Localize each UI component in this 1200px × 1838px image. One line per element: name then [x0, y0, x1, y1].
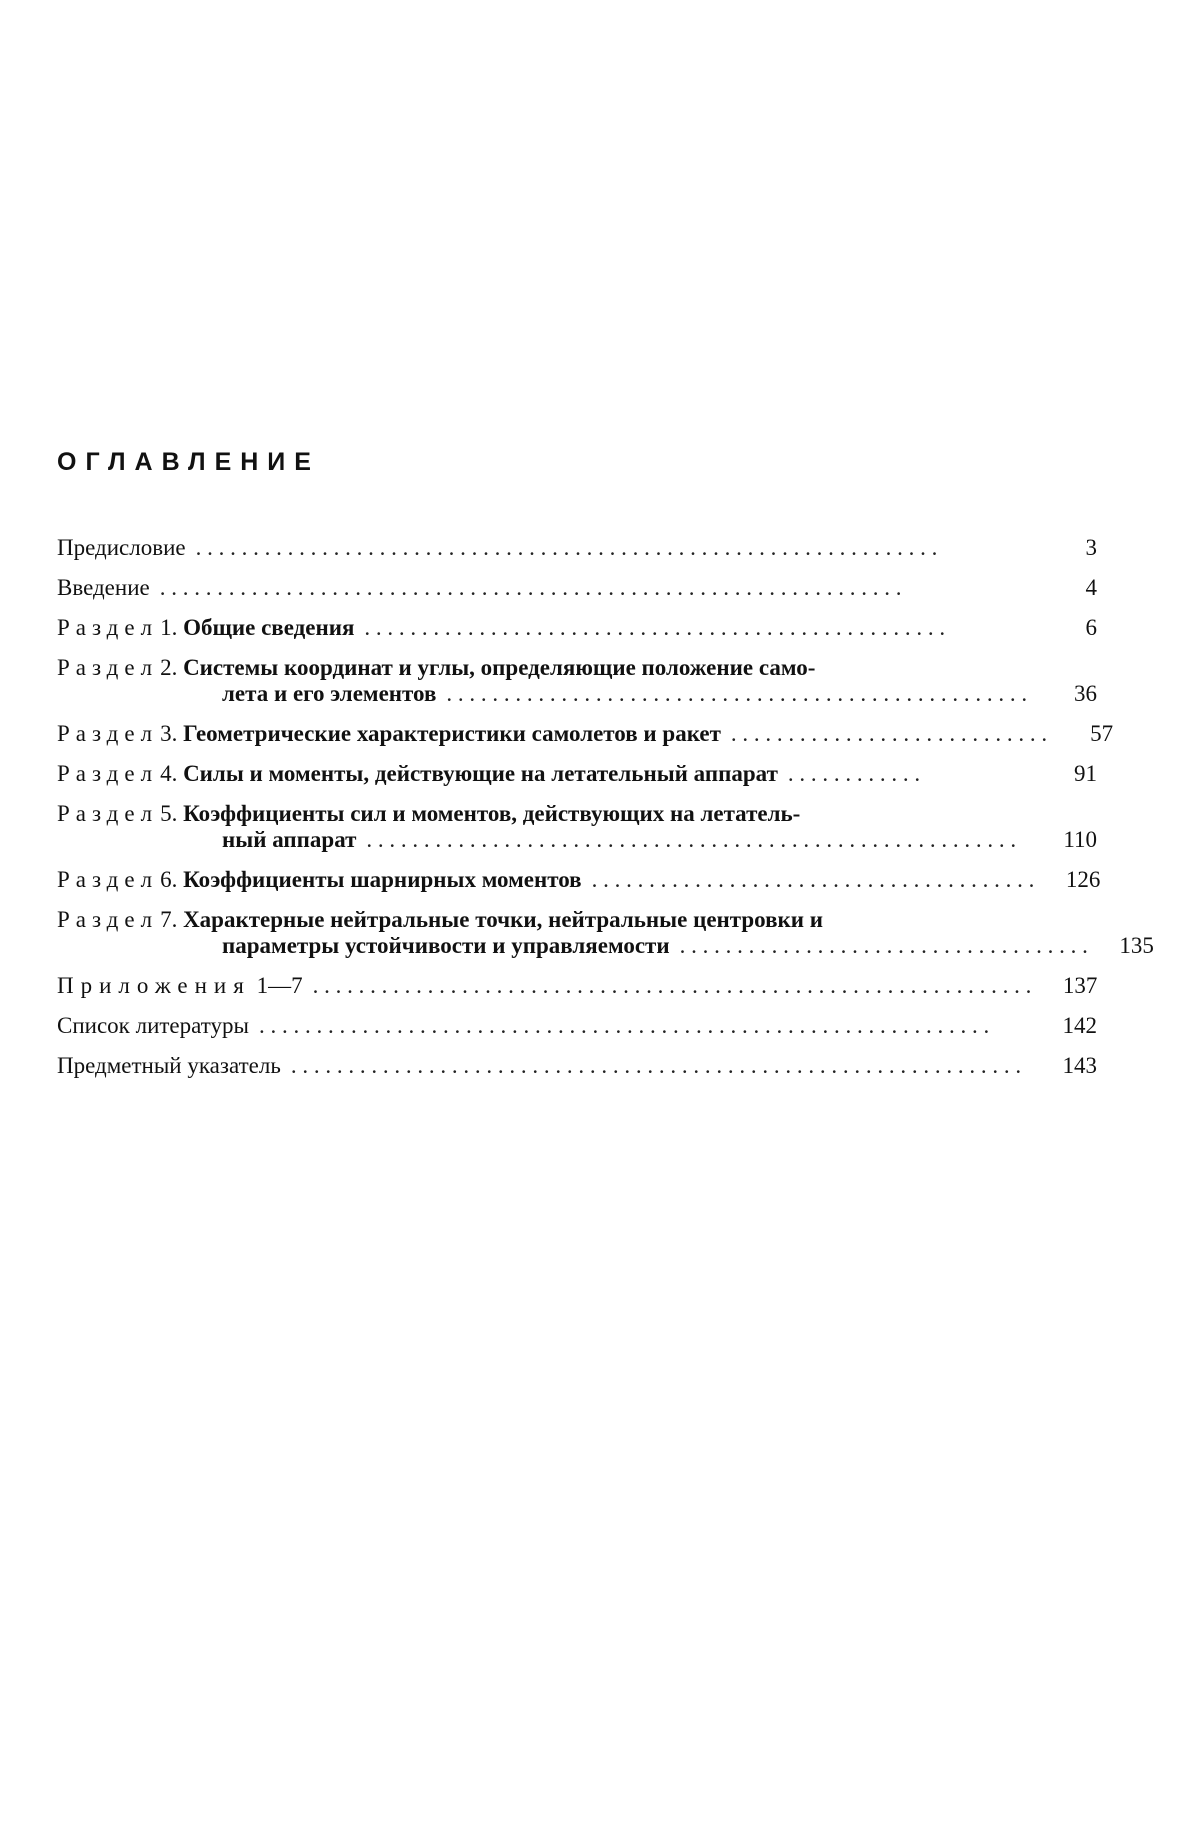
toc-entry-section-1[interactable] — [57, 615, 1097, 641]
toc-entry-title-line2: параметры устойчивости и управляемости — [222, 933, 670, 958]
dot-leader: . . . . . . . . . . . . . . . . . . . . . . . . . . . . . . . . . . . . . . . . . . . . . . . . . . . . . . . . . . . . . . . . — [258, 1013, 990, 1038]
toc-entry-section-5[interactable] — [57, 801, 1097, 853]
toc-entry-title-line1: Системы координат и углы, определяющие положение само- — [183, 655, 816, 680]
toc-entry-page: 6 — [1085, 615, 1097, 640]
toc-entry-title: Введение — [57, 575, 150, 600]
section-prefix: Раздел — [57, 907, 159, 932]
toc-entry-page: 57 — [1090, 721, 1114, 746]
toc-entry-range: 1—7 — [256, 973, 303, 998]
section-number: 1. — [160, 615, 178, 640]
section-prefix: Раздел — [57, 801, 159, 826]
toc-list — [57, 535, 1154, 1093]
dot-leader: . . . . . . . . . . . . . . . . . . . . . . . . . . . . . . . . . . . . . . . . . . . . . . . . . . . . . . . . . . . . . . . — [312, 973, 1032, 998]
dot-leader: . . . . . . . . . . . . . . . . . . . . . . . . . . . . . . . . . . . . . . . . . . . . . . . . . . . — [446, 681, 1028, 706]
toc-entry-preface[interactable] — [57, 535, 1097, 561]
section-number: 4. — [160, 761, 178, 786]
toc-entry-title: Общие сведения — [183, 615, 355, 640]
section-number: 2. — [160, 655, 178, 680]
section-prefix: Раздел — [57, 867, 159, 892]
dot-leader: . . . . . . . . . . . . . . . . . . . . . . . . . . . . . . . . . . . . . . . . . . . . . . . . . . . . . . . . . — [366, 827, 1017, 852]
toc-entry-page: 110 — [1063, 827, 1097, 852]
section-prefix: Раздел — [57, 721, 159, 746]
section-prefix: Раздел — [57, 761, 159, 786]
toc-entry-page: 135 — [1119, 933, 1154, 958]
toc-entry-page: 91 — [1074, 761, 1097, 786]
toc-entry-title: Геометрические характеристики самолетов и ракет — [183, 721, 721, 746]
toc-entry-section-6[interactable] — [57, 867, 1101, 893]
dot-leader: . . . . . . . . . . . . . . . . . . . . . . . . . . . . — [730, 721, 1048, 746]
toc-entry-introduction[interactable] — [57, 575, 1097, 601]
toc-entry-page: 126 — [1065, 867, 1101, 892]
toc-entry-title-line2: лета и его элементов — [222, 681, 437, 706]
toc-entry-page: 143 — [1062, 1053, 1097, 1078]
toc-entry-subject-index[interactable] — [57, 1053, 1097, 1079]
toc-entry-title-line2: ный аппарат — [222, 827, 357, 852]
toc-entry-title: Коэффициенты шарнирных моментов — [183, 867, 582, 892]
toc-entry-section-7[interactable] — [57, 907, 1154, 959]
toc-entry-bibliography[interactable] — [57, 1013, 1097, 1039]
toc-entry-title: Предметный указатель — [57, 1053, 281, 1078]
toc-entry-title: Приложения — [57, 973, 251, 998]
dot-leader: . . . . . . . . . . . . . . . . . . . . . . . . . . . . . . . . . . . . . . . . . . . . . . . . . . . . . . . . . . . . . . . . — [290, 1053, 1022, 1078]
section-prefix: Раздел — [57, 615, 159, 640]
toc-entry-title: Предисловие — [57, 535, 186, 560]
toc-entry-page: 3 — [1085, 535, 1097, 560]
section-number: 7. — [160, 907, 178, 932]
toc-entry-page: 142 — [1062, 1013, 1097, 1038]
toc-entry-section-4[interactable] — [57, 761, 1097, 787]
toc-entry-page: 36 — [1074, 681, 1097, 706]
toc-entry-section-3[interactable] — [57, 721, 1114, 747]
page-title: ОГЛАВЛЕНИЕ — [57, 448, 320, 476]
toc-entry-title: Силы и моменты, действующие на летательный аппарат — [183, 761, 778, 786]
dot-leader: . . . . . . . . . . . . . . . . . . . . . . . . . . . . . . . . . . . . . . . . . . . . . . . . . . . — [364, 615, 946, 640]
toc-entry-page: 4 — [1085, 575, 1097, 600]
section-number: 6. — [160, 867, 178, 892]
toc-entry-page: 137 — [1062, 973, 1098, 998]
section-number: 5. — [160, 801, 178, 826]
dot-leader: . . . . . . . . . . . . — [787, 761, 921, 786]
toc-entry-appendices[interactable] — [57, 973, 1097, 999]
dot-leader: . . . . . . . . . . . . . . . . . . . . . . . . . . . . . . . . . . . . . . . . . . . . . . . . . . . . . . . . . . . . . . . . . — [195, 535, 938, 560]
dot-leader: . . . . . . . . . . . . . . . . . . . . . . . . . . . . . . . . . . . . — [679, 933, 1088, 958]
section-prefix: Раздел — [57, 655, 159, 680]
dot-leader: . . . . . . . . . . . . . . . . . . . . . . . . . . . . . . . . . . . . . . . . . . . . . . . . . . . . . . . . . . . . . . . . . — [159, 575, 902, 600]
dot-leader: . . . . . . . . . . . . . . . . . . . . . . . . . . . . . . . . . . . . . . . — [591, 867, 1035, 892]
section-number: 3. — [160, 721, 178, 746]
toc-entry-section-2[interactable] — [57, 655, 1097, 707]
toc-entry-title-line1: Коэффициенты сил и моментов, действующих на летатель- — [183, 801, 801, 826]
toc-entry-title-line1: Характерные нейтральные точки, нейтральные центровки и — [183, 907, 824, 932]
toc-entry-title: Список литературы — [57, 1013, 249, 1038]
